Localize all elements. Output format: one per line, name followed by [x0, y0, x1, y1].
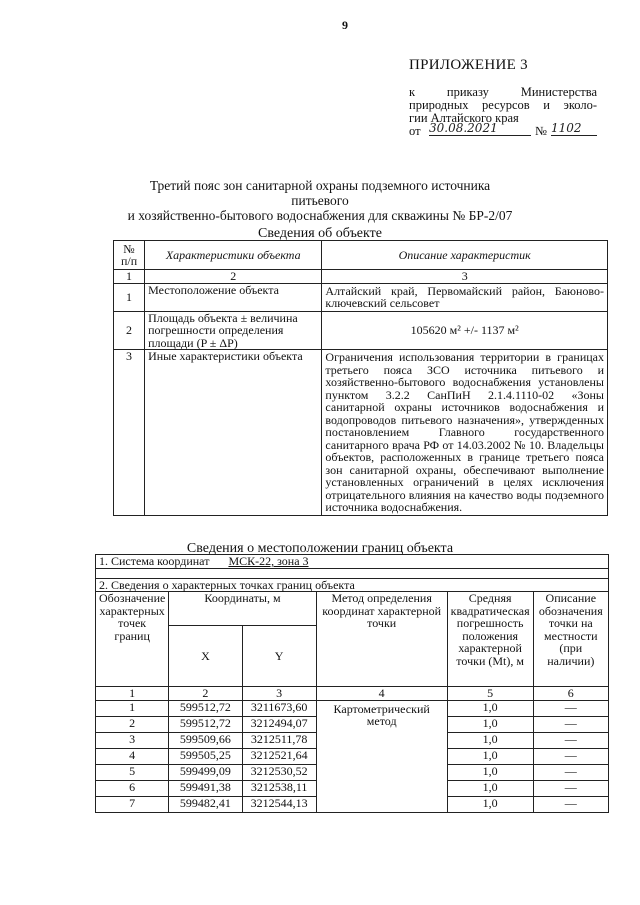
- point-id: 2: [96, 716, 169, 732]
- point-id: 6: [96, 780, 169, 796]
- coord-y: 3212538,11: [242, 780, 316, 796]
- mt-value: 1,0: [447, 716, 533, 732]
- mt-value: 1,0: [447, 732, 533, 748]
- characteristic-value: 105620 м² +/- 1137 м²: [322, 311, 608, 350]
- characteristic-name: Площадь объекта ± величина погрешности определения площади (P ± ΔP): [145, 311, 322, 350]
- document-title-line: и хозяйственно-бытового водоснабжения для скважины № БР-2/07: [127, 208, 513, 223]
- point-description: —: [533, 700, 608, 716]
- point-description: —: [533, 716, 608, 732]
- column-number: 1: [96, 687, 169, 701]
- coord-system-cell: [96, 555, 609, 569]
- appendix-title: ПРИЛОЖЕНИЕ 3: [409, 57, 528, 73]
- column-number-row: [96, 687, 609, 701]
- row-number: 1: [114, 283, 145, 311]
- coord-y: 3212494,07: [242, 716, 316, 732]
- coord-x: 599482,41: [169, 796, 242, 812]
- object-info-table: [113, 240, 608, 516]
- characteristic-value: Алтайский край, Первомайский район, Баюново-ключевский сельсовет: [322, 283, 608, 311]
- mt-value: 1,0: [447, 748, 533, 764]
- row-number: 3: [114, 350, 145, 516]
- point-description: —: [533, 748, 608, 764]
- coord-x: 599491,38: [169, 780, 242, 796]
- spacer-row: [96, 568, 609, 578]
- point-description: —: [533, 796, 608, 812]
- coord-system-value: МСК-22, зона 3: [228, 554, 309, 568]
- page-number: 9: [342, 18, 348, 32]
- characteristic-name: Местоположение объекта: [145, 283, 322, 311]
- point-description: —: [533, 764, 608, 780]
- appendix-line: к приказу Министерства: [409, 85, 597, 99]
- mt-value: 1,0: [447, 796, 533, 812]
- order-date: 30.08.2021: [429, 122, 531, 136]
- table-row: [96, 700, 609, 716]
- boundaries-table: [95, 554, 609, 813]
- coord-system-label: 1. Система координат: [99, 554, 210, 568]
- point-description: —: [533, 732, 608, 748]
- header-cell: Описание характеристик: [322, 241, 608, 270]
- column-number: 6: [533, 687, 608, 701]
- method-value: Картометрический метод: [316, 700, 447, 812]
- points-label-row: [96, 578, 609, 592]
- boundaries-heading: Сведения о местоположении границ объекта: [186, 541, 454, 556]
- header-cell: № п/п: [114, 241, 145, 270]
- appendix-line: природных ресурсов и эколо-: [409, 98, 597, 112]
- coord-y: 3212511,78: [242, 732, 316, 748]
- document-title: [120, 178, 520, 223]
- order-number: 1102: [551, 122, 597, 136]
- point-id: 3: [96, 732, 169, 748]
- coord-x: 599512,72: [169, 700, 242, 716]
- coord-x: 599509,66: [169, 732, 242, 748]
- table-row: [114, 311, 608, 350]
- header-y: Y: [242, 626, 316, 687]
- coord-x: 599505,25: [169, 748, 242, 764]
- header-cell: Характеристики объекта: [145, 241, 322, 270]
- characteristic-name: Иные характеристики объекта: [145, 350, 322, 516]
- header-method: Метод определения координат характерной точки: [316, 592, 447, 687]
- header-error: Средняя квадратическая погрешность положения характерной точки (Mt), м: [447, 592, 533, 687]
- point-id: 5: [96, 764, 169, 780]
- coord-y: 3211673,60: [242, 700, 316, 716]
- document-title-line: Третий пояс зон санитарной охраны подземного источника питьевого: [149, 178, 491, 208]
- header-x: X: [169, 626, 242, 687]
- coord-x: 599512,72: [169, 716, 242, 732]
- coord-y: 3212544,13: [242, 796, 316, 812]
- table-header-row: [114, 241, 608, 270]
- points-label: 2. Сведения о характерных точках границ объекта: [96, 578, 609, 592]
- column-number: 3: [242, 687, 316, 701]
- table-row: [114, 283, 608, 311]
- column-number: 3: [322, 270, 608, 284]
- coord-y: 3212521,64: [242, 748, 316, 764]
- header-point: Обозначение характерных точек границ: [96, 592, 169, 687]
- table-header-row: [96, 592, 609, 626]
- object-info-heading: Сведения об объекте: [258, 226, 382, 241]
- mt-value: 1,0: [447, 764, 533, 780]
- point-id: 1: [96, 700, 169, 716]
- appendix-date-number: [409, 121, 597, 139]
- column-number: 1: [114, 270, 145, 284]
- column-number: 4: [316, 687, 447, 701]
- column-number: 2: [145, 270, 322, 284]
- point-id: 7: [96, 796, 169, 812]
- characteristic-value: Ограничения использования территории в границах третьего пояса ЗСО источника питьевого и хозяйственно-бытового водоснабжения установлены пунктом 3.2.2 СанПиН 2.1.4.1110-02 «Зоны санитарной охраны источников водоснабжения и водопроводов питьевого назначения», утвержденных постановлением Главного государственного санитарного врача РФ от 14.03.2002 № 10. Владельцы объектов, расположенных в границе третьего пояса зон санитарной охраны, обеспечивают выполнение установленных ограничений в целях исключения отрицательного влияния на качество воды подземного источника водоснабжения.: [322, 350, 608, 516]
- point-id: 4: [96, 748, 169, 764]
- table-row: [114, 350, 608, 516]
- coord-system-row: [96, 555, 609, 569]
- mt-value: 1,0: [447, 780, 533, 796]
- coord-x: 599499,09: [169, 764, 242, 780]
- column-number: 5: [447, 687, 533, 701]
- coord-y: 3212530,52: [242, 764, 316, 780]
- from-label: от: [409, 124, 421, 138]
- appendix-order-reference: [409, 86, 597, 139]
- mt-value: 1,0: [447, 700, 533, 716]
- row-number: 2: [114, 311, 145, 350]
- column-number-row: [114, 270, 608, 284]
- header-coords: Координаты, м: [169, 592, 316, 626]
- column-number: 2: [169, 687, 242, 701]
- spacer-cell: [96, 568, 609, 578]
- appendix-line: гии Алтайского края: [409, 111, 519, 125]
- point-description: —: [533, 780, 608, 796]
- header-description: Описание обозначения точки на местности (при наличии): [533, 592, 608, 687]
- number-label: №: [535, 124, 547, 138]
